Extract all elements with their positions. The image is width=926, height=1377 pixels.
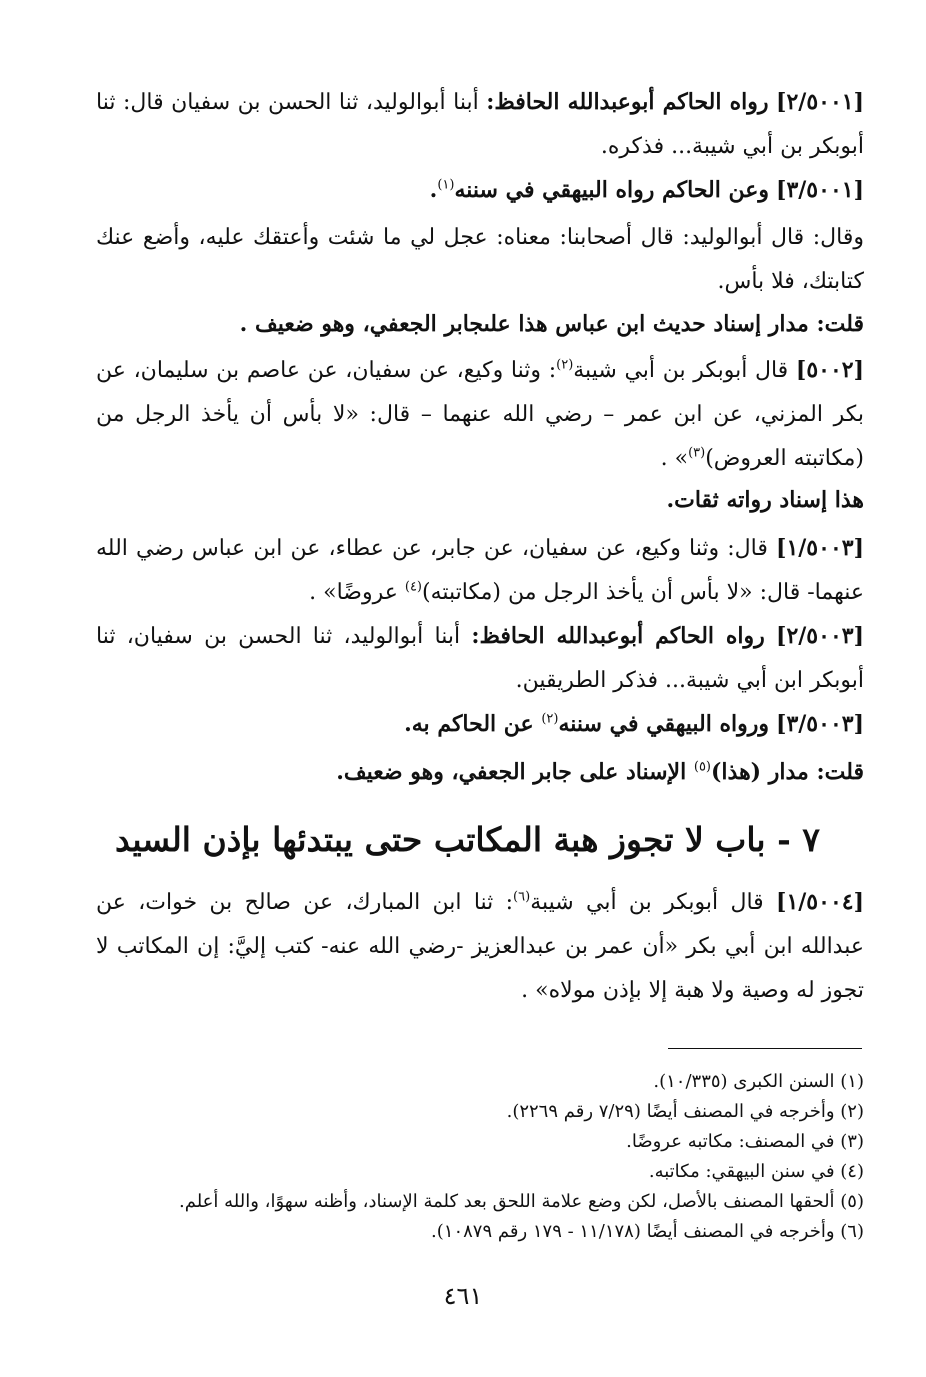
footnote-4: (٤) في سنن البيهقي: مكاتبه. xyxy=(648,1161,864,1182)
page-number: ٤٦١ xyxy=(443,1282,483,1310)
hadith-text: أبنا أبوالوليد، ثنا الحسن بن سفيان، ثنا أبوبكر ابن أبي شيبة... فذكر الطريقين. xyxy=(96,624,864,693)
hadith-lead: ورواه البيهقي في سننه xyxy=(558,711,770,737)
hadith-tail: . xyxy=(429,177,438,203)
footnote-1: (١) السنن الكبرى (١٠/٣٣٥). xyxy=(653,1071,864,1092)
footnote-marker: (٤) xyxy=(404,579,422,595)
hadith-5001-3 xyxy=(96,168,864,213)
hadith-ref: [١/٥٠٠٤] xyxy=(776,889,864,915)
footnote-marker: (٢) xyxy=(541,711,559,727)
footnote-marker: (٥) xyxy=(693,759,711,775)
hadith-5004-1 xyxy=(96,880,864,1013)
hadith-5001-2 xyxy=(96,80,864,169)
note-isnad-jabir xyxy=(96,750,864,795)
note-text: قلت: مدار إسناد حديث ابن عباس هذا علىجابر الجعفي، وهو ضعيف . xyxy=(239,311,864,337)
footnote-marker: (٣) xyxy=(688,445,706,461)
hadith-lead: رواه الحاكم أبوعبدالله الحافظ: xyxy=(471,623,765,649)
commentary-text: وقال: قال أبوالوليد: قال أصحابنا: معناه: عجل لي ما شئت وأعتقك عليه، وأضع عنك كتابتك، فلا بأس. xyxy=(96,225,864,294)
footnote-separator xyxy=(668,1048,862,1049)
footnote-6: (٦) وأخرجه في المصنف أيضًا (١١/١٧٨ - ١٧٩ رقم ١٠٨٧٩). xyxy=(431,1221,864,1242)
hadith-tail: عروضًا» . xyxy=(309,580,405,605)
hadith-text: قال: وثنا وكيع، عن سفيان، عن جابر، عن عطاء، عن ابن عباس رضي الله عنهما- قال: «لا بأس أن يأخذ الرجل من (مكاتبته) xyxy=(96,536,864,605)
hadith-5003-1 xyxy=(96,526,864,615)
note-text: هذا إسناد رواته ثقات. xyxy=(666,487,864,513)
hadith-ref: [٣/٥٠٠١] xyxy=(776,177,864,203)
footnote-marker: (٢) xyxy=(556,357,574,373)
hadith-tail: » . xyxy=(660,446,689,471)
hadith-lead: قال أبوبكر بن أبي شيبة xyxy=(530,890,764,915)
footnote-marker: (٦) xyxy=(513,889,531,905)
footnote-3: (٣) في المصنف: مكاتبه عروضًا. xyxy=(626,1131,864,1152)
hadith-lead: رواه الحاكم أبوعبدالله الحافظ: xyxy=(486,89,769,115)
hadith-text: : وثنا وكيع، عن سفيان، عن عاصم بن سليمان، عن بكر المزني، عن ابن عمر – رضي الله عنهما – قال: «لا بأس أن يأخذ الرجل من (مكاتبته العروض) xyxy=(96,358,864,471)
hadith-tail: عن الحاكم به. xyxy=(404,711,542,737)
hadith-ref: [١/٥٠٠٣] xyxy=(776,535,864,561)
hadith-ref: [٢/٥٠٠٣] xyxy=(776,623,864,649)
hadith-ref: [٥٠٠٢] xyxy=(795,357,865,383)
note-lead: قلت: مدار (هذا) xyxy=(711,759,864,785)
commentary-abulwalid xyxy=(96,216,864,304)
hadith-lead: قال أبوبكر بن أبي شيبة xyxy=(573,358,789,383)
footnote-5: (٥) ألحقها المصنف بالأصل، لكن وضع علامة اللحق بعد كلمة الإسناد، وأظنه سهوًا، والله أعلم. xyxy=(179,1191,864,1212)
hadith-5003-2 xyxy=(96,614,864,703)
hadith-5002 xyxy=(96,348,864,481)
note-isnad-ibn-abbas xyxy=(96,302,864,347)
hadith-5003-3 xyxy=(96,702,864,747)
hadith-text: : ثنا ابن المبارك، عن صالح بن خوات، عن عبدالله ابن أبي بكر «أن عمر بن عبدالعزيز -رضي الله عنه- كتب إليَّ: إن المكاتب لا تجوز له وصية ولا هبة إلا بإذن مولاه» . xyxy=(96,890,864,1003)
hadith-ref: [٢/٥٠٠١] xyxy=(776,89,865,115)
chapter-heading: ٧ - باب لا تجوز هبة المكاتب حتى يبتدئها بإذن السيد xyxy=(115,820,820,859)
hadith-ref: [٣/٥٠٠٣] xyxy=(776,711,864,737)
note-tail: الإسناد على جابر الجعفي، وهو ضعيف. xyxy=(336,759,694,785)
hadith-text: أبنا أبوالوليد، ثنا الحسن بن سفيان قال: ثنا أبوبكر بن أبي شيبة... فذكره. xyxy=(96,90,864,159)
footnote-2: (٢) وأخرجه في المصنف أيضًا (٧/٢٩ رقم ٢٢٦٩). xyxy=(506,1101,864,1122)
note-thiqat xyxy=(96,478,864,523)
hadith-lead: وعن الحاكم رواه البيهقي في سننه xyxy=(454,177,770,203)
footnote-marker: (١) xyxy=(437,177,455,193)
